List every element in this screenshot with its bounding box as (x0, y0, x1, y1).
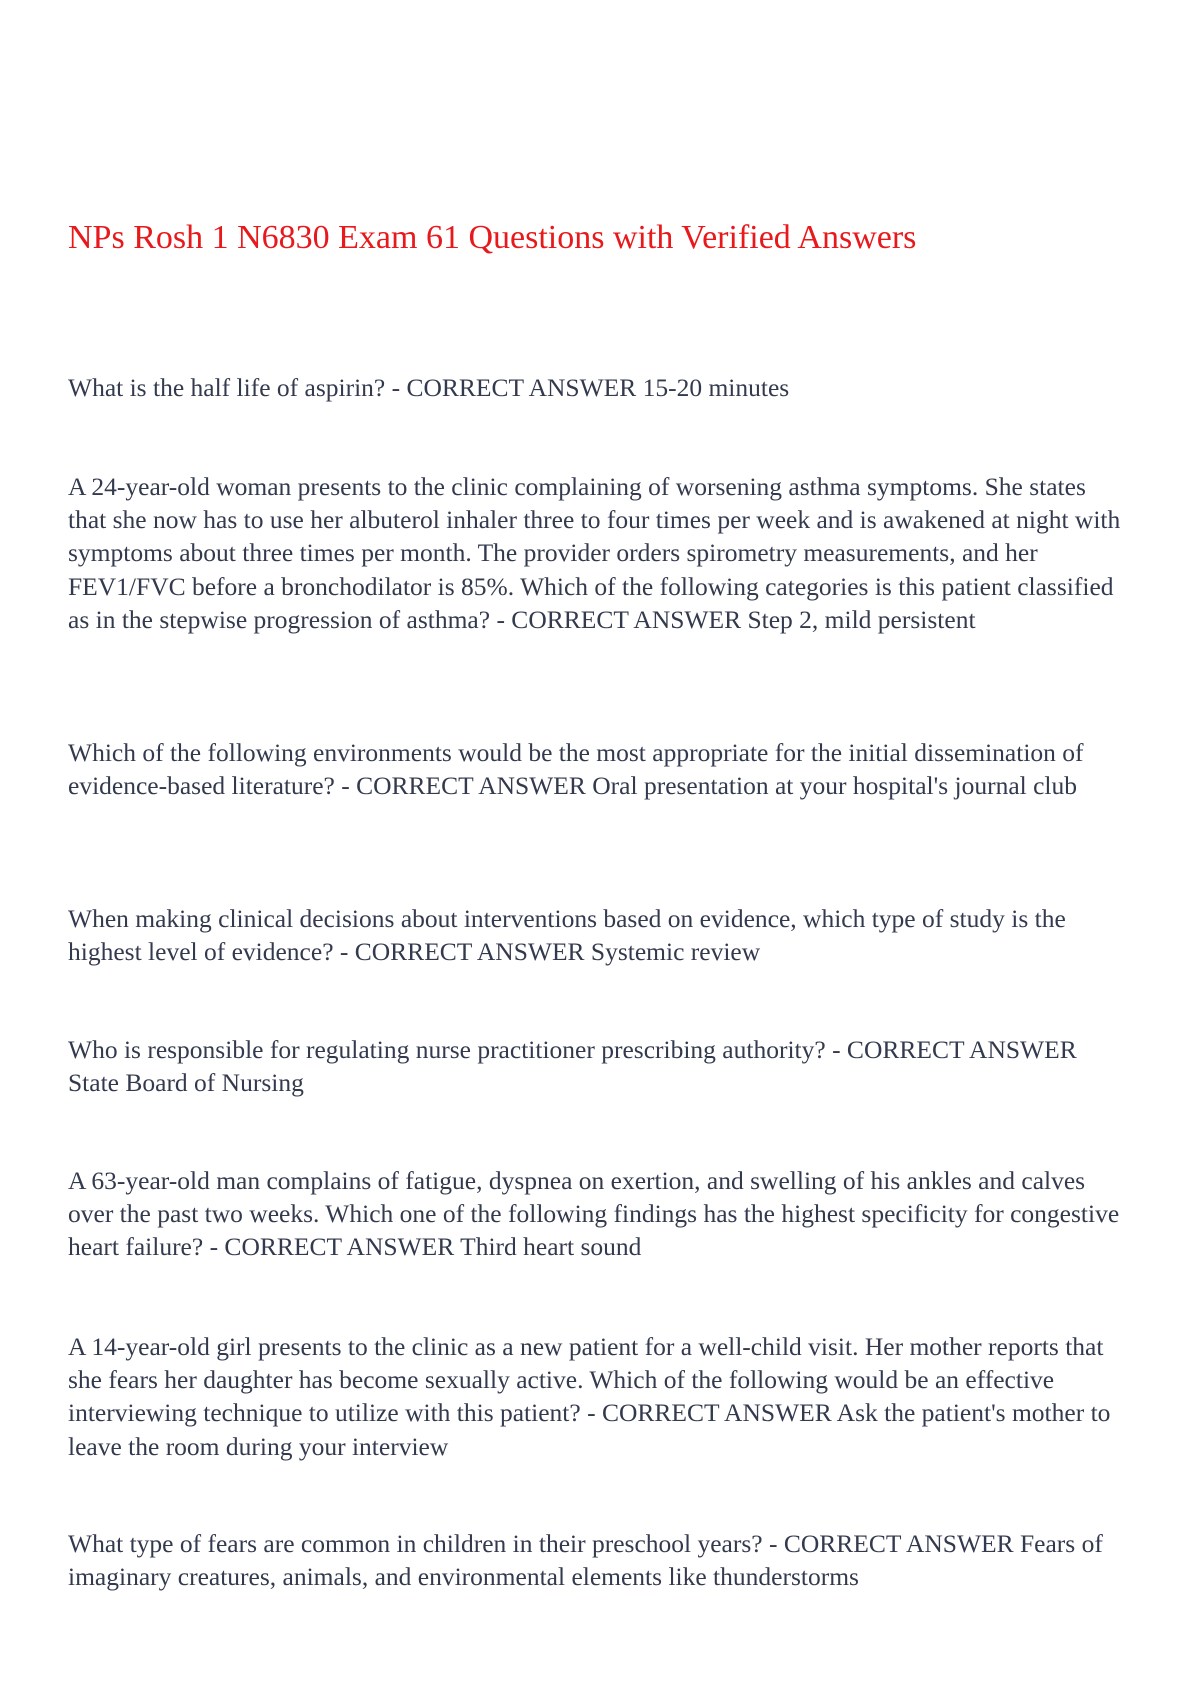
qa-item: Which of the following environments would be the most appropriate for the initial dissemination of evidence-based literature? - CORRECT ANSWER Oral presentation at your hospital's journal club (68, 738, 1084, 801)
document-title: NPs Rosh 1 N6830 Exam 61 Questions with Verified Answers (68, 219, 917, 256)
qa-item: Who is responsible for regulating nurse practitioner prescribing authority? - CORRECT ANSWER State Board of Nursing (68, 1035, 1077, 1098)
qa-item: What is the half life of aspirin? - CORRECT ANSWER 15-20 minutes (68, 373, 790, 402)
qa-item: What type of fears are common in children in their preschool years? - CORRECT ANSWER Fears of imaginary creatures, animals, and environmental elements like thunderstorms (68, 1529, 1103, 1592)
qa-item: A 63-year-old man complains of fatigue, dyspnea on exertion, and swelling of his ankles and calves over the past two weeks. Which one of the following findings has the highest specificity for congestive heart failure? - CORRECT ANSWER Third heart sound (68, 1166, 1120, 1262)
qa-item: A 24-year-old woman presents to the clinic complaining of worsening asthma symptoms. She states that she now has to use her albuterol inhaler three to four times per week and is awakened at night with symptoms about three times per month. The provider orders spirometry measurements, and her FEV1/FVC before a bronchodilator is 85%. Which of the following categories is this patient classified as in the stepwise progression of asthma? - CORRECT ANSWER Step 2, mild persistent (68, 472, 1121, 634)
qa-item: When making clinical decisions about interventions based on evidence, which type of study is the highest level of evidence? - CORRECT ANSWER Systemic review (68, 904, 1066, 967)
qa-item: A 14-year-old girl presents to the clinic as a new patient for a well-child visit. Her mother reports that she fears her daughter has become sexually active. Which of the following would be an effective interviewing technique to utilize with this patient? - CORRECT ANSWER Ask the patient's mother to leave the room during your interview (68, 1332, 1111, 1461)
